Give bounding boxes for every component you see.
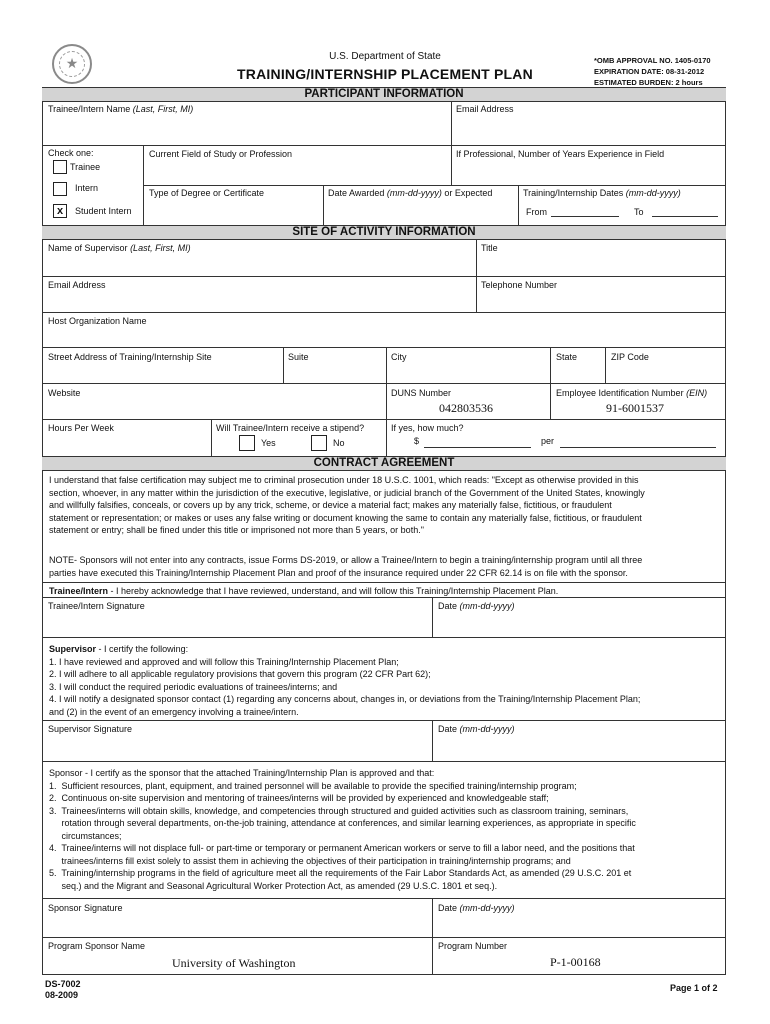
site-email-label: Email Address — [48, 280, 106, 290]
program-sponsor-label: Program Sponsor Name — [48, 941, 146, 951]
to-date-field[interactable] — [652, 216, 718, 217]
certification-text: I understand that false certification may subject me to criminal prosecution under 18 U.S.C. 1001, which reads: "Except as otherwise provided in this section, whoever, in any matter within the jurisdiction of the executive, legislative, or judicial branch of the Government of the United States, knowingly and willfully falsifies, conceals, or covers up by any trick, scheme, or device a material fact; makes any materially false, fictitious, or fraudulent statement or representation; or makes or uses any false writing or document knowing the same to contain any materially false, fictitious, or fraudulent statement or entry; shall be fined under this title or imprisoned not more than 5 years, or both." — [49, 475, 645, 535]
from-label: From — [526, 207, 547, 217]
ein-value: 91-6001537 — [606, 401, 664, 415]
omb-burden: ESTIMATED BURDEN: 2 hours — [594, 78, 703, 87]
site-section-header: SITE OF ACTIVITY INFORMATION — [42, 225, 726, 240]
dollar-sign: $ — [414, 436, 420, 446]
stipend-yes-label: Yes — [261, 438, 276, 448]
telephone-label: Telephone Number — [481, 280, 558, 290]
stipend-no-checkbox[interactable] — [311, 435, 327, 451]
supervisor-certification: Supervisor - I certify the following: 1. I have reviewed and approved and will follow this Training/Internship Placement Plan; 2. I will adhere to all applicable regulatory provisions that govern this program (22 CFR Part 62); 3. I will conduct the required periodic evaluations of trainees/interns; and 4. I will notify a designated sponsor contact (1) regarding any concerns about, changes in, or deviations from the Training/Internship Placement Plan; and (2) in the event of an emergency involving a trainee/intern. — [49, 644, 641, 717]
stipend-amount-field[interactable] — [424, 447, 531, 448]
ein-label: Employee Identification Number (EIN) — [556, 388, 708, 398]
street-address-label: Street Address of Training/Internship Site — [48, 352, 212, 362]
trainee-checkbox[interactable] — [53, 160, 67, 174]
website-label: Website — [48, 388, 81, 398]
training-dates-label: Training/Internship Dates (mm-dd-yyyy) — [523, 188, 681, 198]
intern-option-label: Intern — [75, 183, 99, 193]
date-awarded-label: Date Awarded (mm-dd-yyyy) or Expected — [328, 188, 493, 198]
field-of-study-label: Current Field of Study or Profession — [149, 149, 293, 159]
duns-number-value: 042803536 — [439, 401, 493, 415]
form-number: DS-7002 — [45, 979, 81, 989]
note-text: NOTE- Sponsors will not enter into any contracts, issue Forms DS-2019, or allow a Trainee/Intern to begin a training/internship program until all three parties have executed this Training/Internship Placement Plan and proof of the insurance required under 22 CFR 62.14 is on file with the sponsor. — [49, 555, 643, 578]
trainee-signature-label: Trainee/Intern Signature — [48, 601, 145, 611]
omb-approval: *OMB APPROVAL NO. 1405-0170 — [594, 56, 711, 65]
trainee-acknowledgement: Trainee/Intern - I hereby acknowledge that I have reviewed, understand, and will follow this Training/Internship Placement Plan. — [49, 586, 559, 596]
how-much-label: If yes, how much? — [391, 423, 464, 433]
suite-label: Suite — [288, 352, 309, 362]
zip-code-label: ZIP Code — [611, 352, 649, 362]
stipend-yes-checkbox[interactable] — [239, 435, 255, 451]
host-organization-label: Host Organization Name — [48, 316, 147, 326]
city-label: City — [391, 352, 407, 362]
sponsor-signature-label: Sponsor Signature — [48, 903, 123, 913]
contract-section-header: CONTRACT AGREEMENT — [42, 456, 726, 471]
participant-email-label: Email Address — [456, 104, 514, 114]
form-title: TRAINING/INTERNSHIP PLACEMENT PLAN — [237, 66, 533, 82]
degree-type-label: Type of Degree or Certificate — [149, 188, 265, 198]
omb-expiration: EXPIRATION DATE: 08-31-2012 — [594, 67, 705, 76]
stipend-period-field[interactable] — [560, 447, 716, 448]
sponsor-signature-date-label: Date (mm-dd-yyyy) — [438, 903, 515, 913]
supervisor-title-label: Title — [481, 243, 498, 253]
student-intern-option-label: Student Intern — [75, 206, 132, 216]
supervisor-signature-date-label: Date (mm-dd-yyyy) — [438, 724, 515, 734]
student-intern-checkbox[interactable]: x — [53, 204, 67, 218]
per-label: per — [541, 436, 555, 446]
form-date: 08-2009 — [45, 990, 79, 1000]
from-date-field[interactable] — [551, 216, 619, 217]
program-number-label: Program Number — [438, 941, 508, 951]
program-sponsor-value: University of Washington — [172, 956, 296, 970]
years-experience-label: If Professional, Number of Years Experience in Field — [456, 149, 665, 159]
trainee-option-label: Trainee — [70, 162, 101, 172]
trainee-name-label: Trainee/Intern Name (Last, First, MI) — [48, 104, 194, 114]
state-label: State — [556, 352, 578, 362]
omb-info — [594, 55, 711, 88]
trainee-signature-date-label: Date (mm-dd-yyyy) — [438, 601, 515, 611]
intern-checkbox[interactable] — [53, 182, 67, 196]
hours-per-week-label: Hours Per Week — [48, 423, 114, 433]
stipend-question-label: Will Trainee/Intern receive a stipend? — [216, 423, 365, 433]
duns-number-label: DUNS Number — [391, 388, 452, 398]
sponsor-certification: Sponsor - I certify as the sponsor that the attached Training/Internship Plan is approved and that: 1. Sufficient resources, plant, equipment, and trained personnel will be available to provide the specified training/internship program; 2. Continuous on-site supervision and mentoring of trainees/interns will be provided by experienced and knowledgeable staff; 3. Trainees/interns will obtain skills, knowledge, and competencies through structured and guided activities such as classroom training, seminars, rotation through several departments, on-the-job training, attendance at conferences, and similar learning experiences, as appropriate in specific circumstances; 4. Trainee/interns will not displace full- or part-time or temporary or permanent American workers or serve to fill a labor need, and the positions that trainees/interns fill exist solely to assist them in achieving the objectives of their participation in training/internship programs; and 5. Training/internship programs in the field of agriculture meet all the requirements of the Fair Labor Standards Act, as amended (29 U.S.C. 201 et seq.) and the Migrant and Seasonal Agricultural Worker Protection Act, as amended (29 U.S.C. 1801 et seq.). — [49, 768, 636, 891]
participant-section-header: PARTICIPANT INFORMATION — [42, 87, 726, 102]
page-number: Page 1 of 2 — [670, 983, 718, 993]
check-one-label: Check one: — [48, 148, 94, 158]
supervisor-signature-label: Supervisor Signature — [48, 724, 133, 734]
to-label: To — [634, 207, 644, 217]
supervisor-name-label: Name of Supervisor (Last, First, MI) — [48, 243, 191, 253]
department-name: U.S. Department of State — [329, 51, 441, 62]
program-number-value: P-1-00168 — [550, 955, 601, 969]
stipend-no-label: No — [333, 438, 345, 448]
